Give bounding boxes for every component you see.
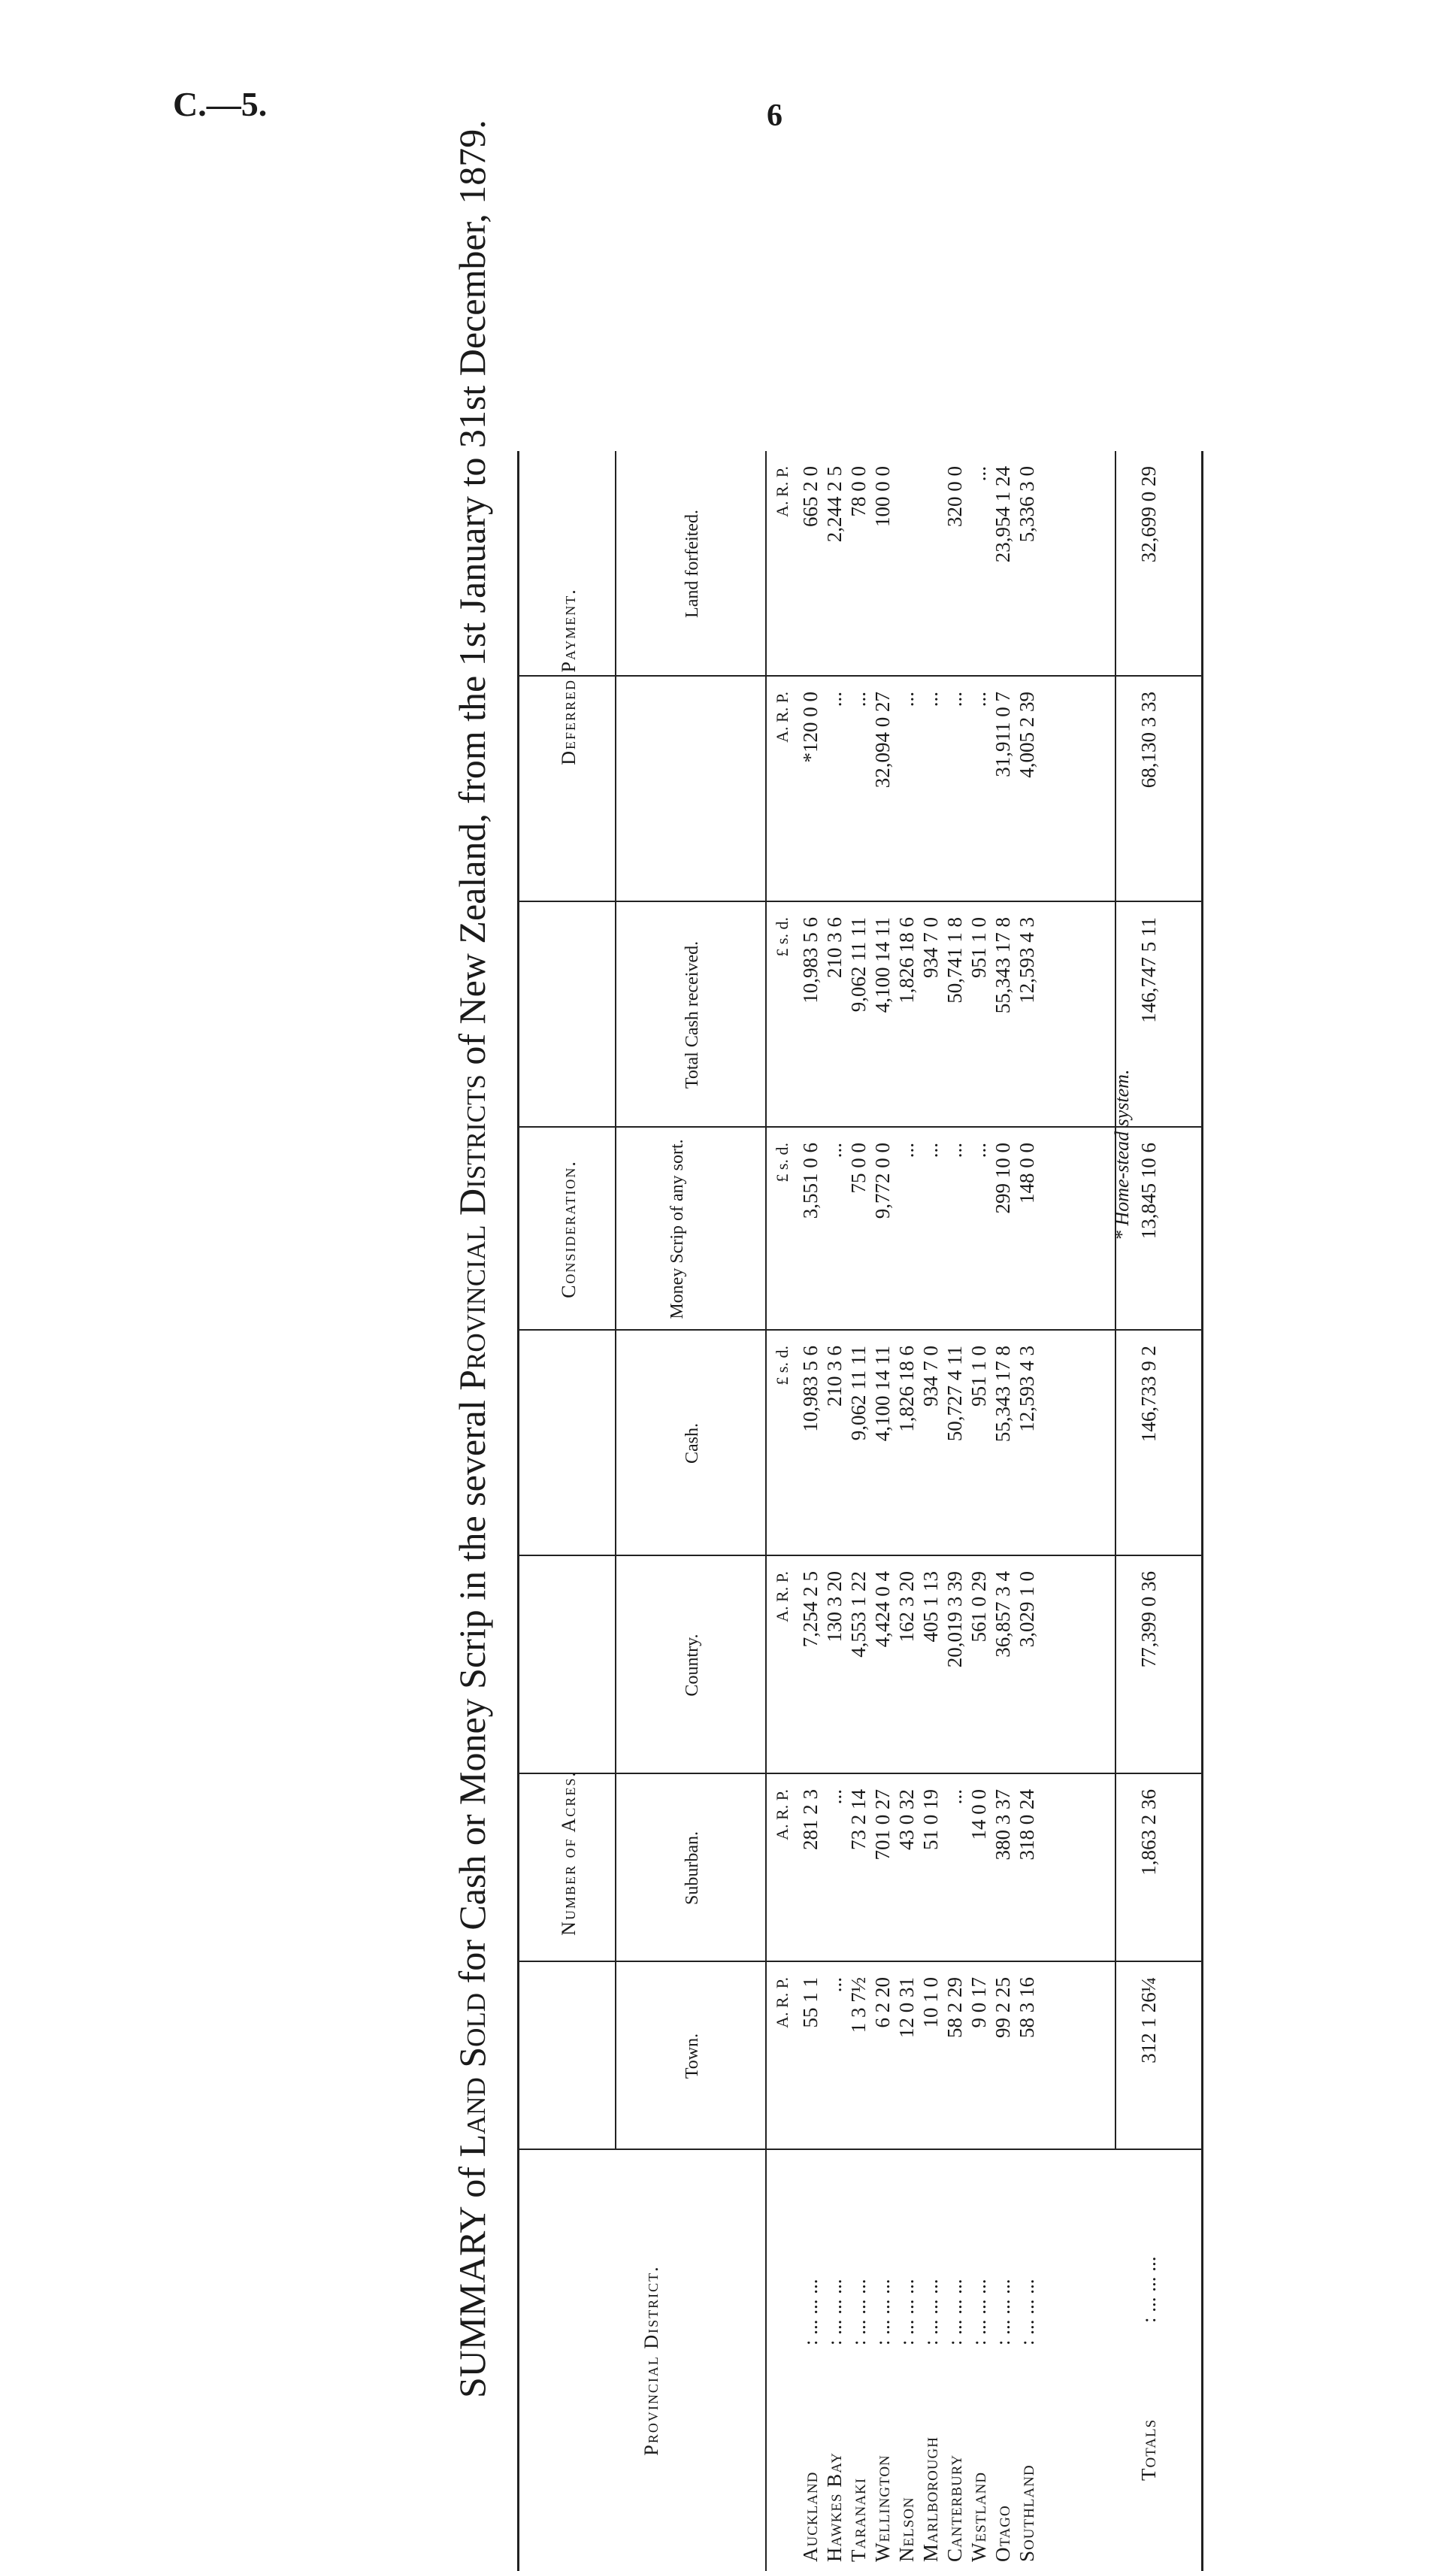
cell-suburban: 701 0 27 xyxy=(871,1789,894,1861)
cell-suburban: 51 0 19 xyxy=(919,1789,942,1850)
top-rule xyxy=(517,451,519,2571)
cell-country: 162 3 20 xyxy=(895,1571,918,1643)
cell-country: 4,424 0 4 xyxy=(871,1571,894,1648)
cell-country: 3,029 1 0 xyxy=(1016,1571,1038,1648)
rotated-table-page xyxy=(96,90,1194,2571)
cell-suburban: 318 0 24 xyxy=(1016,1789,1038,1861)
cell-crown: 4,005 2 39 xyxy=(1016,692,1038,778)
cell-country: 20,019 3 39 xyxy=(943,1571,966,1668)
units-money: £ s. d. xyxy=(773,1143,792,1183)
leader-dots: : ... ... ... xyxy=(1137,2256,1160,2323)
cell-country: 130 3 20 xyxy=(823,1571,846,1643)
page-number: 6 xyxy=(767,98,782,133)
cell-scrip: ... xyxy=(943,1143,966,1158)
total-scrip: 13,845 10 6 xyxy=(1137,1143,1160,1240)
cell-suburban: 73 2 14 xyxy=(847,1789,870,1850)
title-provincial-districts: Provincial Districts xyxy=(451,1074,493,1391)
total-crown: 68,130 3 33 xyxy=(1137,692,1160,789)
header-base-rule xyxy=(765,451,767,2571)
column-separator xyxy=(517,901,1201,902)
cell-crown: ... xyxy=(943,692,966,707)
document-code: C.—5. xyxy=(173,85,268,123)
header-money-scrip: Money Scrip of any sort. xyxy=(667,1139,687,1319)
cell-crown: ... xyxy=(919,692,942,707)
deferred-group-rule xyxy=(615,451,616,902)
cell-total: 12,593 4 3 xyxy=(1016,917,1038,1004)
cell-cash: 210 3 6 xyxy=(823,1346,846,1407)
cell-forfeited: 100 0 0 xyxy=(871,466,894,527)
district-name: Wellington xyxy=(871,2454,894,2562)
cell-crown: ... xyxy=(847,692,870,707)
cell-cash: 10,983 5 6 xyxy=(799,1346,822,1432)
column-separator xyxy=(517,675,1201,677)
cell-scrip: 299 10 0 xyxy=(991,1143,1014,1214)
cell-crown: 31,911 0 7 xyxy=(991,692,1014,777)
cell-suburban: 281 2 3 xyxy=(799,1789,822,1850)
cell-town: 10 1 0 xyxy=(919,1977,942,2028)
totals-label: Totals xyxy=(1137,2418,1160,2481)
bottom-rule xyxy=(1201,451,1203,2571)
leader-dots: : ... ... ... xyxy=(823,2279,846,2345)
table-title xyxy=(451,120,493,2398)
leader-dots: : ... ... ... xyxy=(991,2279,1014,2345)
cell-suburban: 380 3 37 xyxy=(991,1789,1014,1861)
district-name: Nelson xyxy=(895,2497,918,2562)
cell-total: 55,343 17 8 xyxy=(991,917,1014,1014)
cell-scrip: ... xyxy=(895,1143,918,1158)
district-name: Otago xyxy=(991,2505,1014,2562)
column-separator xyxy=(517,1555,1201,1556)
column-separator xyxy=(517,1329,1201,1331)
cell-total: 4,100 14 11 xyxy=(871,917,894,1013)
cell-town: 12 0 31 xyxy=(895,1977,918,2038)
total-forfeited: 32,699 0 29 xyxy=(1137,466,1160,563)
title-tail: of New Zealand, from the 1st January to 31st December, 1879. xyxy=(451,120,493,1065)
header-district: Provincial District. xyxy=(640,2265,662,2456)
district-name: Marlborough xyxy=(919,2436,942,2562)
column-separator xyxy=(517,1126,1201,1128)
units-money: £ s. d. xyxy=(773,1346,792,1385)
cell-suburban: 43 0 32 xyxy=(895,1789,918,1850)
leader-dots: : ... ... ... xyxy=(799,2279,822,2345)
cell-scrip: ... xyxy=(823,1143,846,1158)
column-separator xyxy=(517,1961,1201,1962)
header-land-forfeited: Land forfeited. xyxy=(683,510,702,618)
totals-rule xyxy=(1115,451,1116,2150)
cell-cash: 9,062 11 11 xyxy=(847,1346,870,1441)
leader-dots: : ... ... ... xyxy=(967,2279,990,2345)
cell-town: 9 0 17 xyxy=(967,1977,990,2028)
district-name: Hawkes Bay xyxy=(823,2452,846,2562)
cell-forfeited: 2,244 2 5 xyxy=(823,466,846,543)
cell-scrip: ... xyxy=(919,1143,942,1158)
title-of: of xyxy=(451,2167,493,2198)
total-total: 146,747 5 11 xyxy=(1137,917,1160,1023)
cell-country: 36,857 3 4 xyxy=(991,1571,1014,1658)
leader-dots: : ... ... ... xyxy=(943,2279,966,2345)
cell-cash: 951 1 0 xyxy=(967,1346,990,1407)
district-name: Canterbury xyxy=(943,2454,966,2562)
header-number-of-acres: Number of Acres. xyxy=(558,1770,580,1936)
total-cash: 146,733 9 2 xyxy=(1137,1346,1160,1443)
cell-town: 58 2 29 xyxy=(943,1977,966,2038)
cell-crown: *120 0 0 xyxy=(799,692,822,763)
cell-town: ... xyxy=(823,1977,846,1993)
cell-cash: 1,826 18 6 xyxy=(895,1346,918,1432)
header-town: Town. xyxy=(683,2033,702,2079)
district-name: Westland xyxy=(967,2471,990,2562)
cell-town: 55 1 1 xyxy=(799,1977,822,2028)
units-acres: A. R. P. xyxy=(773,1789,792,1840)
cell-scrip: ... xyxy=(967,1143,990,1158)
cell-scrip: 148 0 0 xyxy=(1016,1143,1038,1204)
cell-scrip: 3,551 0 6 xyxy=(799,1143,822,1219)
header-cash: Cash. xyxy=(683,1423,702,1464)
cell-suburban: 14 0 0 xyxy=(967,1789,990,1840)
units-acres: A. R. P. xyxy=(773,466,792,517)
cell-cash: 12,593 4 3 xyxy=(1016,1346,1038,1432)
district-name: Taranaki xyxy=(847,2477,870,2562)
leader-dots: : ... ... ... xyxy=(895,2279,918,2345)
header-suburban: Suburban. xyxy=(683,1831,702,1905)
cell-country: 405 1 13 xyxy=(919,1571,942,1643)
cell-forfeited: 5,336 3 0 xyxy=(1016,466,1038,543)
cell-country: 4,553 1 22 xyxy=(847,1571,870,1658)
cell-crown: ... xyxy=(967,692,990,707)
cell-town: 6 2 20 xyxy=(871,1977,894,2028)
header-consideration: Consideration. xyxy=(558,1160,580,1298)
cell-crown: ... xyxy=(823,692,846,707)
consideration-group-rule xyxy=(615,902,616,1556)
cell-town: 99 2 25 xyxy=(991,1977,1014,2038)
cell-total: 1,826 18 6 xyxy=(895,917,918,1004)
leader-dots: : ... ... ... xyxy=(871,2279,894,2345)
cell-forfeited: 23,954 1 24 xyxy=(991,466,1014,563)
cell-country: 561 0 29 xyxy=(967,1571,990,1643)
cell-town: 1 3 7½ xyxy=(847,1977,870,2033)
column-separator xyxy=(517,1773,1201,1774)
cell-cash: 934 7 0 xyxy=(919,1346,942,1407)
cell-suburban: ... xyxy=(823,1789,846,1805)
acres-group-rule xyxy=(615,1556,616,2150)
cell-forfeited: 665 2 0 xyxy=(799,466,822,527)
cell-cash: 4,100 14 11 xyxy=(871,1346,894,1442)
cell-crown: ... xyxy=(895,692,918,707)
title-mid: for Cash or Money Scrip in the several xyxy=(451,1400,493,1984)
cell-town: 58 3 16 xyxy=(1016,1977,1038,2038)
units-acres: A. R. P. xyxy=(773,1977,792,2028)
cell-total: 951 1 0 xyxy=(967,917,990,978)
leader-dots: : ... ... ... xyxy=(919,2279,942,2345)
cell-crown: 32,094 0 27 xyxy=(871,692,894,789)
column-separator xyxy=(517,2149,1201,2150)
cell-forfeited: ... xyxy=(967,466,990,482)
footnote: * Home-stead system. xyxy=(1111,1069,1133,1240)
title-summary: SUMMARY xyxy=(451,2207,493,2398)
cell-cash: 55,343 17 8 xyxy=(991,1346,1014,1443)
units-acres: A. R. P. xyxy=(773,1571,792,1622)
units-money: £ s. d. xyxy=(773,917,792,957)
cell-forfeited: 320 0 0 xyxy=(943,466,966,527)
total-country: 77,399 0 36 xyxy=(1137,1571,1160,1668)
cell-cash: 50,727 4 11 xyxy=(943,1346,966,1442)
district-name: Auckland xyxy=(799,2471,822,2562)
cell-total: 210 3 6 xyxy=(823,917,846,978)
header-total-cash: Total Cash received. xyxy=(683,940,702,1089)
cell-scrip: 75 0 0 xyxy=(847,1143,870,1194)
total-town: 312 1 26¼ xyxy=(1137,1977,1160,2064)
district-name: Southland xyxy=(1016,2464,1038,2562)
cell-total: 10,983 5 6 xyxy=(799,917,822,1004)
leader-dots: : ... ... ... xyxy=(1016,2279,1038,2345)
header-country: Country. xyxy=(683,1634,702,1697)
cell-total: 934 7 0 xyxy=(919,917,942,978)
cell-country: 7,254 2 5 xyxy=(799,1571,822,1648)
cell-total: 9,062 11 11 xyxy=(847,917,870,1013)
cell-forfeited: 78 0 0 xyxy=(847,466,870,517)
leader-dots: : ... ... ... xyxy=(847,2279,870,2345)
cell-suburban: ... xyxy=(943,1789,966,1805)
title-land-sold: Land Sold xyxy=(451,1992,493,2158)
header-deferred-payment: Deferred Payment. xyxy=(558,588,580,765)
total-suburban: 1,863 2 36 xyxy=(1137,1789,1160,1876)
cell-total: 50,741 1 8 xyxy=(943,917,966,1004)
units-acres: A. R. P. xyxy=(773,692,792,743)
cell-scrip: 9,772 0 0 xyxy=(871,1143,894,1219)
